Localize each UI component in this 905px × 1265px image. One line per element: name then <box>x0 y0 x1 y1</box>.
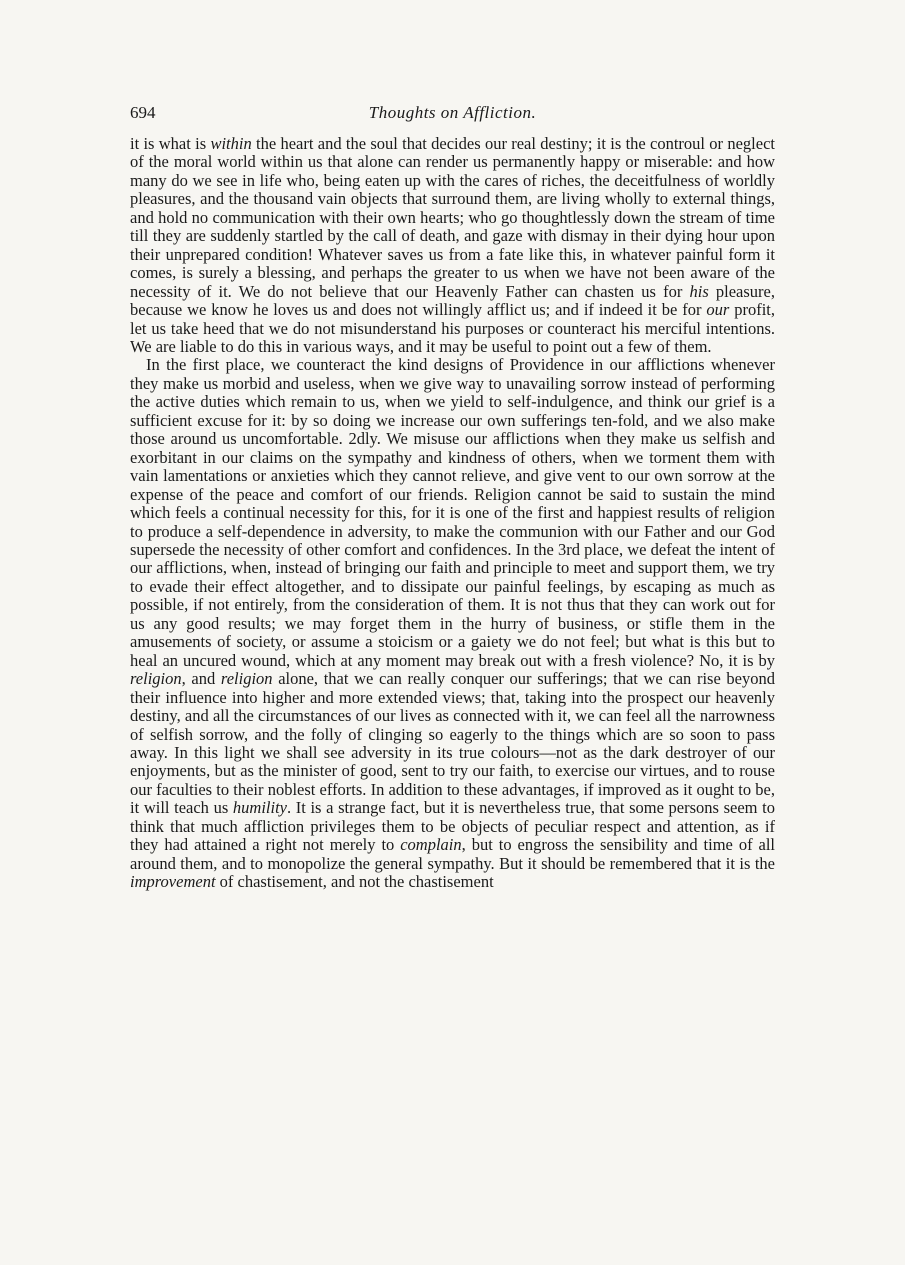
emphasis-religion-1: religion <box>130 669 182 689</box>
emphasis-religion-2: religion <box>220 669 273 689</box>
running-title: Thoughts on Affliction. <box>368 103 537 122</box>
paragraph-2: In the first place, we counteract the kind designs of Providence in our afflictions whenever they make us morbid and useless, when we give way to unavailing sorrow instead of performing the active duties which remain to us, when we yield to self-indulgence, and think our grief is a sufficient excuse for it: by so doing we increase our own sufferings ten-fold, and we also make those around us uncomfortable. 2dly. We misuse our afflictions when they make us selfish and exorbitant in our claims on the sympathy and kindness of others, when we torment them with vain lamentations or anxieties which they cannot relieve, and give vent to our own sorrow at the expense of the peace and comfort of our friends. Religion cannot be said to sustain the mind which feels a continual necessity for this, for it is one of the first and happiest results of religion to produce a self-dependence in adversity, to make the communion with our Father and our God supersede the necessity of other comfort and confidences. In the 3rd place, we defeat the intent of our afflictions, when, instead of bringing our faith and principle to meet and support them, we try to evade their effect altogether, and to dissipate our painful feelings, by escaping as much as possible, if not entirely, from the consideration of them. It is not thus that they can work out for us any good results; we may forget them in the hurry of business, or stifle them in the amusements of society, or assume a stoicism or a gaiety we do not feel; but what is this but to heal an uncured wound, which at any moment may break out with a fresh violence? No, it is by religion, and religion alone, that we can really conquer our sufferings; that we can rise beyond their influence into higher and more extended views; that, taking into the prospect our heavenly destiny, and all the circumstances of our lives as connected with it, we can feel all the narrowness of selfish sorrow, and the folly of clinging so eagerly to the things which are so soon to pass away. In this light we shall see adversity in its true colours—not as the dark destroyer of our enjoyments, but as the minister of good, sent to try our faith, to exercise our virtues, and to rouse our faculties to their noblest efforts. In addition to these advantages, if improved as it ought to be, it will teach us humility. It is a strange fact, but it is nevertheless true, that some persons seem to think that much affliction privileges them to be objects of peculiar respect and attention, as if they had attained a right not merely to complain, but to engross the sensibility and time of all around them, and to monopolize the general sympathy. But it should be remembered that it is the improvement of chastisement, and not the chastisement <box>130 355 775 892</box>
emphasis-within: within <box>210 134 252 153</box>
emphasis-improvement: improvement <box>130 872 216 892</box>
emphasis-humility: humility <box>232 798 287 818</box>
emphasis-his: his <box>689 281 709 301</box>
body-text <box>130 135 775 892</box>
emphasis-our: our <box>706 300 730 320</box>
emphasis-complain: complain <box>400 835 462 855</box>
paragraph-1: it is what is within the heart and the soul that decides our real destiny; it is the controul or neglect of the moral world within us that alone can render us permanently happy or miserable: and how many do we see in life who, being eaten up with the cares of riches, the deceitfulness of worldly pleasures, and the thousand vain objects that surround them, are living wholly to external things, and hold no communication with their own hearts; who go thoughtlessly down the stream of time till they are suddenly startled by the call of death, and gaze with dismay in their dying hour upon their unprepared condition! Whatever saves us from a fate like this, in whatever painful form it comes, is surely a blessing, and perhaps the greater to us when we have not been aware of the necessity of it. We do not believe that our Heavenly Father can chasten us for his pleasure, because we know he loves us and does not willingly afflict us; and if indeed it be for our profit, let us take heed that we do not misunderstand his purposes or counteract his merciful intentions. We are liable to do this in various ways, and it may be useful to point out a few of them. <box>130 134 775 356</box>
page-number: 694 <box>130 103 156 122</box>
page-header <box>130 103 775 127</box>
